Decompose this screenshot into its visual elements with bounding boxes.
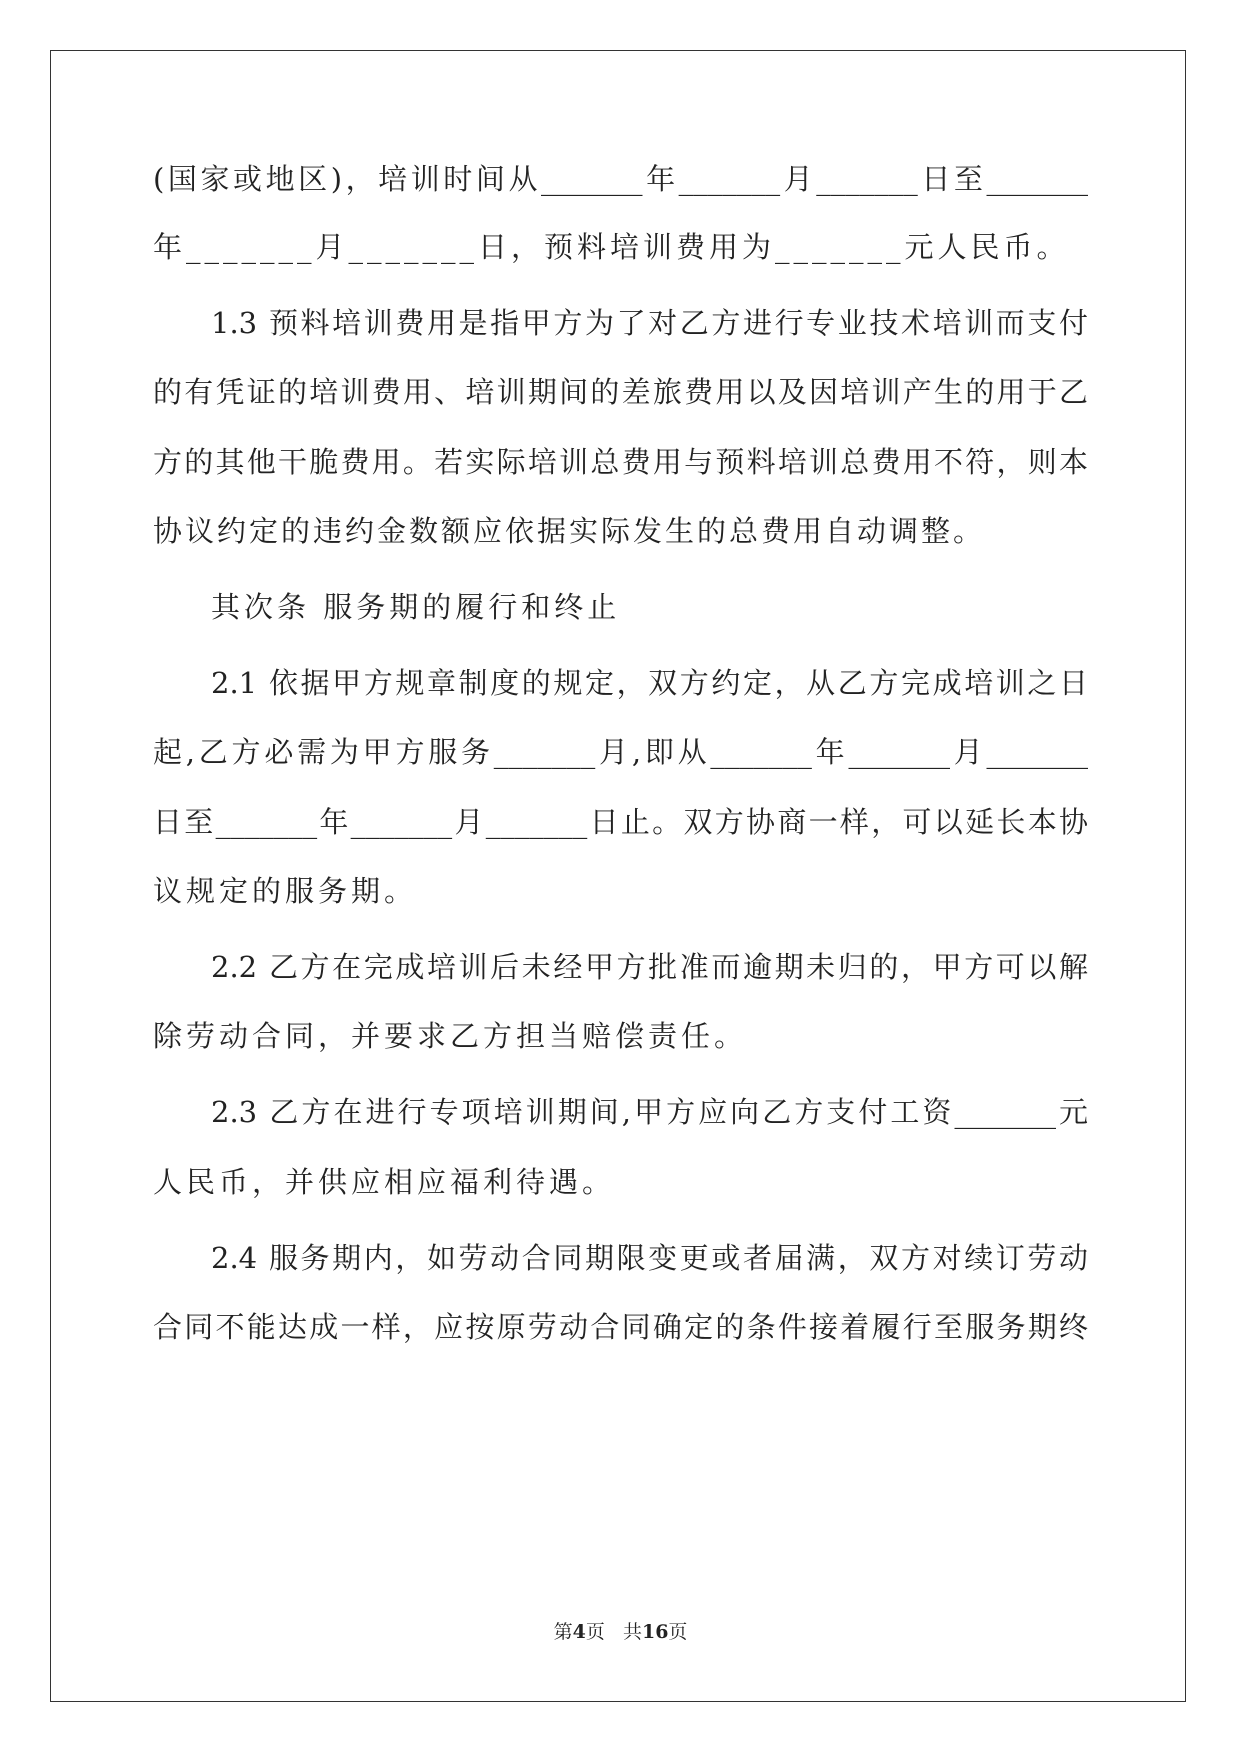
text-line-14: 2.3 乙方在进行专项培训期间,甲方应向乙方支付工资_______元: [211, 1095, 1088, 1129]
text-line-17: 合同不能达成一样，应按原劳动合同确定的条件接着履行至服务期终: [153, 1310, 1088, 1344]
text-line-5: 方的其他干脆费用。若实际培训总费用与预料培训总费用不符，则本: [153, 445, 1088, 479]
text-line-3: 1.3 预料培训费用是指甲方为了对乙方进行专业技术培训而支付: [211, 306, 1088, 340]
text-line-2: 年_______月_______日，预料培训费用为_______元人民币。: [153, 230, 1070, 264]
text-line-13: 除劳动合同，并要求乙方担当赔偿责任。: [153, 1019, 748, 1053]
text-line-4: 的有凭证的培训费用、培训期间的差旅费用以及因培训产生的用于乙: [153, 375, 1088, 409]
footer-total-suffix: 页: [668, 1621, 688, 1643]
text-line-12: 2.2 乙方在完成培训后未经甲方批准而逾期未归的，甲方可以解: [211, 950, 1088, 984]
page-footer: [0, 1620, 1241, 1644]
footer-total-prefix: 共: [622, 1621, 642, 1643]
footer-total-pages: 16: [641, 1621, 669, 1643]
footer-page-number: 4: [572, 1621, 586, 1643]
section-heading: 其次条 服务期的履行和终止: [211, 590, 621, 624]
text-line-8: 2.1 依据甲方规章制度的规定，双方约定，从乙方完成培训之日: [211, 666, 1088, 700]
text-line-1: (国家或地区)，培训时间从_______年_______月_______日至_______: [153, 162, 1088, 196]
text-line-11: 议规定的服务期。: [153, 874, 418, 908]
text-line-6: 协议约定的违约金数额应依据实际发生的总费用自动调整。: [153, 514, 986, 548]
footer-prefix: 第: [553, 1621, 573, 1643]
text-line-16: 2.4 服务期内，如劳动合同期限变更或者届满，双方对续订劳动: [211, 1241, 1088, 1275]
footer-page-suffix: 页: [585, 1621, 605, 1643]
text-line-9: 起,乙方必需为甲方服务_______月,即从_______年_______月_______: [153, 735, 1088, 769]
text-line-15: 人民币，并供应相应福利待遇。: [153, 1165, 616, 1199]
text-line-10: 日至_______年_______月_______日止。双方协商一样，可以延长本协: [153, 805, 1088, 839]
